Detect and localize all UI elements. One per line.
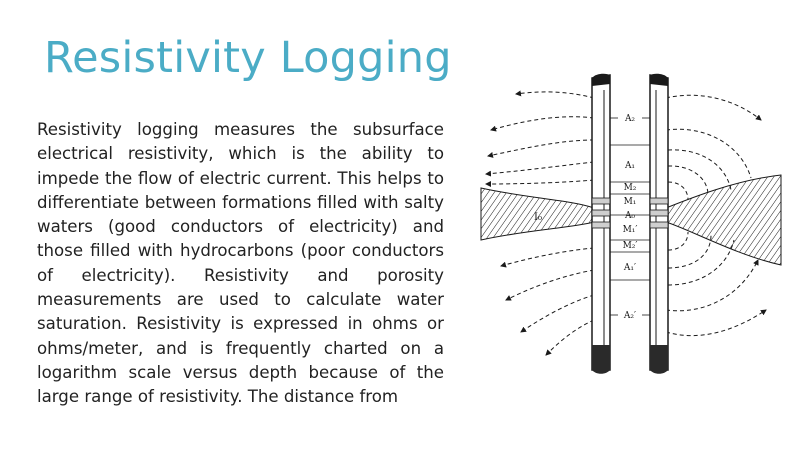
right-tool-pipe: [650, 74, 668, 374]
label-m2-prime: M₂′: [622, 241, 638, 251]
label-a2: A₂: [624, 114, 636, 124]
label-m2: M₂: [623, 183, 637, 193]
label-a1-prime: A₁′: [623, 263, 637, 273]
label-a1: A₁: [624, 161, 636, 171]
label-m1-prime: M₁′: [622, 225, 638, 235]
right-current-beam: [666, 175, 781, 265]
label-a0: A₀: [624, 211, 636, 221]
slide-body-text: Resistivity logging measures the subsurface electrical resistivity, which is the ability to impede the flow of electric current. This helps to differentiate between formations filled with salty waters (good conductors of electricity) and those filled with hydrocarbons (poor conductors of electricity). Resistivity and porosity measurements are used to calculate water saturation. Resistivity is expressed in ohms or ohms/meter, and is frequently charted on a logarithm scale versus depth because of the large range of resistivity. The distance from: [37, 120, 444, 407]
laterolog-tool-diagram: [476, 70, 786, 390]
left-tool-pipe: [592, 74, 610, 374]
slide-title: Resistivity Logging: [44, 33, 452, 83]
label-a2-prime: A₂′: [623, 311, 637, 321]
label-m1: M₁: [623, 197, 637, 207]
label-i0: I₀: [534, 212, 542, 223]
